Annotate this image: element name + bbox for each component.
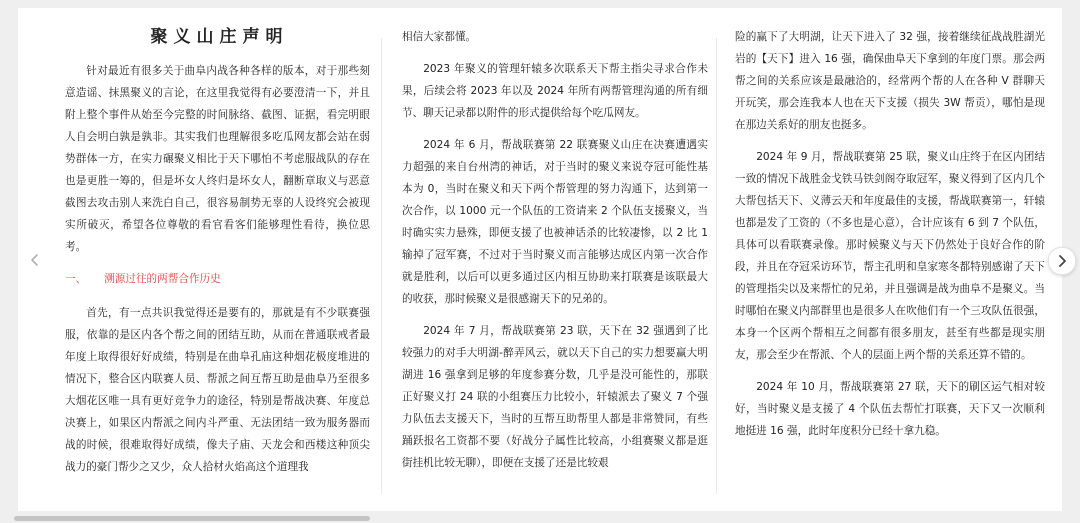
- paragraph-2024-09: 2024 年 9 月，帮战联赛第 25 联，聚义山庄终于在区内团结一致的情况下战胜金戈铁马铁剑阁夺取冠军，聚义得到了区内几个大帮包括天下、义薄云天和年度最佳的支援，帮战联赛第一，轩辕也都是发了工资的（不多也是心意），合计应该有 6 到 7 个队伍，具体可以看联赛录像。那时候聚义与天下仍然处于良好合作的阶段，并且在夺冠采访环节，帮主孔明和皇家寒冬都特别感谢了天下的管理指尖以及来帮忙的兄弟，并且强调是战为曲阜不是聚义。当时哪怕在聚义内部群里也是很多人在吹他们有一个三攻队伍很强，本身一个区两个帮相互之间都有很多朋友，甚至有些都是现实朋友，那会至少在帮派、个人的层面上两个帮的关系还算不错的。: [735, 151, 1045, 361]
- intro-paragraph: 针对最近有很多关于曲阜内战各种各样的版本，对于那些刻意造谣、抹黑聚义的言论，在这里我觉得有必要澄清一下，并且附上整个事件从始至今完整的时间脉络、截图、证据，看完明眼人自会明白孰是孰非。其实我们也理解很多吃瓜网友都会站在弱势群体一方，在实力碾聚义相比于天下哪怕不考虑服战队的存在也是更胜一筹的，但是坏女人终归是坏女人，翻断章取义与恶意截图去攻击别人来洗白自己，很容易制势无辜的人设终究会被现实所破灭，希望各位尊敬的看官看客们能够理性看待，换位思考。: [65, 65, 370, 253]
- paragraph-continuation: 险的赢下了大明湖，让天下进入了 32 强，接着继续征战战胜湖光岩的【天下】进入 16 强，确保曲阜天下拿到的年度门票。那会两帮之间的关系应该是最融洽的，经常两个帮的人在各种 V 群聊天开玩笑，那会连我本人也在天下支援（损失 3W 帮贡），哪怕是现在那边关系好的朋友也挺多。: [735, 31, 1045, 131]
- column-divider: [716, 38, 717, 494]
- section-heading: [65, 268, 370, 290]
- document-page: [18, 8, 1062, 511]
- column-2: [402, 26, 708, 504]
- column-1: [65, 26, 370, 504]
- document-title: 聚义山庄声明: [150, 27, 289, 47]
- paragraph-2024-10: 2024 年 10 月，帮战联赛第 27 联，天下的刷区运气相对较好，当时聚义是支援了 4 个队伍去帮忙打联赛，天下又一次顺利地挺进 16 强，此时年度积分已经十拿九稳。: [735, 381, 1045, 437]
- paragraph-continuation: 相信大家都懂。: [402, 31, 477, 43]
- paragraph-2024-07: 2024 年 7 月，帮战联赛第 23 联，天下在 32 强遇到了比较强力的对手大明湖-醉弄风云，就以天下自己的实力想要赢大明湖进 16 强拿到足够的年度参赛分数，几乎是没可能性的，那联正好聚义打 24 联的小组赛压力比较小，轩辕派去了聚义 7 个强力队伍去支援天下，当时的互帮互助帮里人都是非常赞同，有些踊跃报名工资都不要（好战分子属性比较高，小组赛聚义都是逛街挂机比较无聊），即便在支援了还是比较艰: [402, 325, 708, 469]
- paragraph-2024-06: 2024 年 6 月，帮战联赛第 22 联赛聚义山庄在决赛遭遇实力超强的来自台州湾的神话，对于当时的聚义来说夺冠可能性基本为 0，当时在聚义和天下两个帮管理的努力沟通下，达到第一次合作，以 1000 元一个队伍的工资请来 2 个队伍支援聚义，当时确实实力悬殊，即便支援了也被神话杀的比较凄惨，以 2 比 1 输掉了冠军赛，不过对于当时聚义而言能够达成区内第一次合作就是胜利，以后可以更多通过区内相互协助来打联赛是该联最大的收获，那时候聚义是很感谢天下的兄弟的。: [402, 139, 708, 305]
- column-divider: [381, 38, 382, 494]
- horizontal-scrollbar[interactable]: [0, 515, 1080, 521]
- section-number: 一、: [65, 273, 87, 285]
- chevron-right-icon: [1057, 254, 1067, 268]
- column-3: [735, 26, 1045, 504]
- previous-page-button[interactable]: [22, 247, 48, 273]
- paragraph-cooperation-history: 首先，有一点共识我觉得还是要有的，那就是有不少联赛强服，依靠的是区内各个帮之间的团结互助，从而在普通联戒者最年度上取得很好好成绩，特别是在曲阜孔庙这种烟花极度堆进的情况下，整合区内联赛人员、帮派之间互帮互助是曲阜乃至很多大烟花区唯一具有更好竞争力的途径，特别是帮战决赛、年度总决赛上，如果区内帮派之间内斗严重、无法团结一致为服务器而战的时候，很难取得好成绩，像夫子庙、天龙会和西楼这种顶尖战力的豪门帮少之又少，众人拾材火焰高这个道理我: [65, 307, 370, 473]
- paragraph-2023: 2023 年聚义的管理轩辕多次联系天下帮主指尖寻求合作未果，后续会将 2023 年以及 2024 年所有两帮管理沟通的所有细节、聊天记录都以附件的形式提供给每个吃瓜网友。: [402, 63, 708, 119]
- chevron-left-icon: [30, 253, 40, 267]
- section-title: 溯源过往的两帮合作历史: [104, 273, 221, 285]
- scrollbar-thumb[interactable]: [14, 516, 370, 521]
- next-page-button[interactable]: [1048, 247, 1076, 275]
